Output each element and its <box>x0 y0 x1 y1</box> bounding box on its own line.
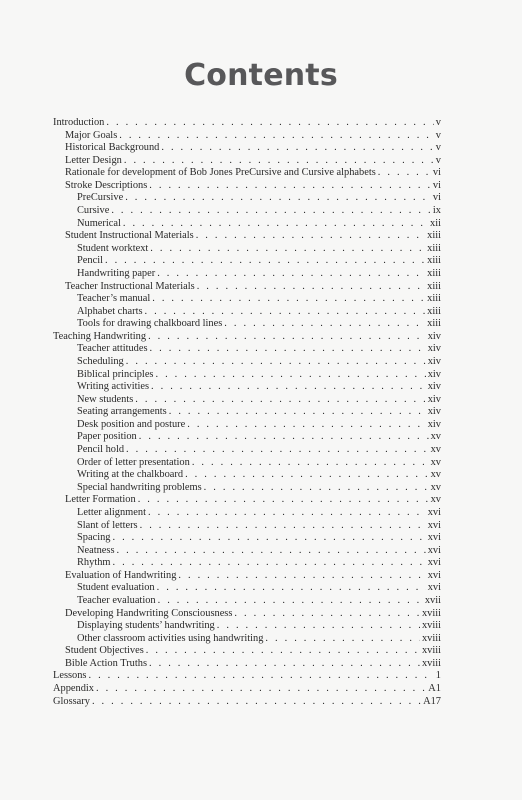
toc-entry-page: xv <box>430 494 441 506</box>
toc-entry-page: xii <box>430 217 441 229</box>
toc-entry <box>53 633 441 646</box>
toc-entry-title: Pencil <box>77 255 103 267</box>
dot-leader <box>161 142 433 155</box>
toc-entry-title: Teaching Handwriting <box>53 330 147 342</box>
toc-entry-page: xiv <box>427 368 441 380</box>
toc-entry-page: xvi <box>427 519 441 531</box>
page-title: Contents <box>184 58 338 93</box>
dot-leader <box>157 582 426 595</box>
toc-entry-page: v <box>435 142 441 154</box>
dot-leader <box>113 557 426 570</box>
toc-entry-page: v <box>435 129 441 141</box>
dot-leader <box>378 167 431 180</box>
dot-leader <box>178 570 425 583</box>
toc-entry-title: Teacher attitudes <box>77 343 148 355</box>
toc-entry-page: xiv <box>427 418 441 430</box>
toc-entry-page: xvi <box>427 532 441 544</box>
dot-leader <box>152 293 425 306</box>
toc-entry <box>53 230 441 243</box>
toc-entry-title: Letter Formation <box>65 494 136 506</box>
toc-entry <box>53 494 441 507</box>
dot-leader <box>126 356 426 369</box>
toc-entry-title: Writing at the chalkboard <box>77 469 184 481</box>
toc-entry-page: xiii <box>427 318 441 330</box>
toc-entry <box>53 608 441 621</box>
toc-entry-page: xv <box>430 444 441 456</box>
toc-entry-page: v <box>435 117 441 128</box>
toc-entry <box>53 696 441 709</box>
dot-leader <box>106 117 433 130</box>
toc-entry <box>53 255 441 268</box>
dot-leader <box>204 482 429 495</box>
toc-entry-title: Seating arrangements <box>77 406 167 418</box>
toc-entry <box>53 419 441 432</box>
toc-entry <box>53 645 441 658</box>
toc-entry <box>53 507 441 520</box>
toc-entry-page: xviii <box>421 657 441 669</box>
dot-leader <box>105 255 425 268</box>
toc-entry-title: Student Instructional Materials <box>65 230 194 242</box>
toc-entry-page: xiv <box>427 393 441 405</box>
toc-entry-title: Neatness <box>77 544 115 556</box>
toc-entry-page: xv <box>430 481 441 493</box>
dot-leader <box>123 218 428 231</box>
toc-entry-page: vi <box>432 167 441 179</box>
dot-leader <box>197 281 425 294</box>
dot-leader <box>88 670 433 683</box>
toc-entry-title: Letter Design <box>65 154 122 166</box>
toc-entry-title: Historical Background <box>65 142 160 154</box>
toc-entry-page: A17 <box>423 695 441 707</box>
toc-entry <box>53 381 441 394</box>
toc-entry-page: xviii <box>421 620 441 632</box>
toc-entry <box>53 457 441 470</box>
dot-leader <box>117 545 426 558</box>
toc-entry <box>53 532 441 545</box>
toc-entry <box>53 306 441 319</box>
toc-entry <box>53 520 441 533</box>
toc-entry <box>53 243 441 256</box>
toc-entry <box>53 670 441 683</box>
toc-entry-page: xiv <box>427 343 441 355</box>
toc-entry <box>53 683 441 696</box>
toc-entry-title: Introduction <box>53 117 105 128</box>
toc-entry-page: vi <box>432 179 441 191</box>
toc-entry-title: Scheduling <box>77 355 124 367</box>
toc-entry-title: Biblical principles <box>77 368 154 380</box>
toc-entry-page: xiii <box>427 280 441 292</box>
toc-entry <box>53 469 441 482</box>
toc-entry-title: Slant of letters <box>77 519 138 531</box>
toc-entry-title: Student worktext <box>77 242 149 254</box>
dot-leader <box>139 431 429 444</box>
toc-entry-title: Teacher Instructional Materials <box>65 280 195 292</box>
toc-entry-title: PreCursive <box>77 192 124 204</box>
toc-entry-title: Tools for drawing chalkboard lines <box>77 318 223 330</box>
toc-entry-title: Bible Action Truths <box>65 657 147 669</box>
dot-leader <box>149 180 431 193</box>
toc-entry-page: A1 <box>428 683 441 695</box>
dot-leader <box>148 331 426 344</box>
toc-entry <box>53 595 441 608</box>
toc-entry <box>53 155 441 168</box>
toc-entry-page: xiv <box>427 355 441 367</box>
toc-entry <box>53 180 441 193</box>
dot-leader <box>155 369 425 382</box>
toc-entry-title: Student evaluation <box>77 582 155 594</box>
toc-entry <box>53 167 441 180</box>
toc-entry-page: xiv <box>427 330 441 342</box>
dot-leader <box>158 595 423 608</box>
dot-leader <box>145 306 426 319</box>
toc-entry-page: xiii <box>427 242 441 254</box>
dot-leader <box>192 457 429 470</box>
toc-entry-title: Numerical <box>77 217 121 229</box>
toc-entry-page: xvi <box>427 569 441 581</box>
toc-entry-title: Developing Handwriting Consciousness <box>65 607 233 619</box>
toc-entry-page: xviii <box>421 607 441 619</box>
toc-entry-page: xiii <box>427 267 441 279</box>
toc-entry-title: Appendix <box>53 683 94 695</box>
toc-entry-page: xvi <box>427 506 441 518</box>
toc-entry-title: Handwriting paper <box>77 267 156 279</box>
dot-leader <box>126 444 429 457</box>
toc-entry <box>53 406 441 419</box>
dot-leader <box>135 394 425 407</box>
dot-leader <box>96 683 426 696</box>
dot-leader <box>234 608 420 621</box>
toc-entry-title: Pencil hold <box>77 444 125 456</box>
toc-entry <box>53 545 441 558</box>
toc-entry-page: xvi <box>427 557 441 569</box>
toc-entry-title: Lessons <box>53 670 87 682</box>
toc-entry <box>53 570 441 583</box>
toc-entry-page: 1 <box>435 670 441 682</box>
toc-entry-title: Major Goals <box>65 129 118 141</box>
toc-entry-title: Evaluation of Handwriting <box>65 569 177 581</box>
toc-entry-page: xv <box>430 469 441 481</box>
toc-entry-title: Cursive <box>77 205 110 217</box>
toc-entry <box>53 218 441 231</box>
toc-entry <box>53 620 441 633</box>
dot-leader <box>185 469 429 482</box>
dot-leader <box>119 130 434 143</box>
toc-entry-title: Teacher’s manual <box>77 293 151 305</box>
toc-entry-title: Other classroom activities using handwriting <box>77 632 264 644</box>
toc-entry <box>53 281 441 294</box>
toc-entry <box>53 658 441 671</box>
toc-entry-page: xiii <box>427 230 441 242</box>
dot-leader <box>92 696 421 709</box>
dot-leader <box>125 192 431 205</box>
toc-entry-page: xv <box>430 431 441 443</box>
toc-entry <box>53 369 441 382</box>
toc-entry <box>53 331 441 344</box>
dot-leader <box>124 155 434 168</box>
toc-entry-title: Displaying students’ handwriting <box>77 620 215 632</box>
toc-entry-page: vi <box>432 192 441 204</box>
dot-leader <box>217 620 420 633</box>
dot-leader <box>149 658 420 671</box>
dot-leader <box>146 645 420 658</box>
table-of-contents <box>53 117 441 708</box>
toc-entry <box>53 356 441 369</box>
toc-entry <box>53 444 441 457</box>
dot-leader <box>265 633 420 646</box>
toc-entry-title: Desk position and posture <box>77 418 186 430</box>
dot-leader <box>196 230 425 243</box>
toc-entry <box>53 482 441 495</box>
toc-entry-page: xviii <box>421 645 441 657</box>
toc-entry <box>53 268 441 281</box>
toc-entry <box>53 130 441 143</box>
toc-entry-title: Order of letter presentation <box>77 456 190 468</box>
toc-entry-title: Spacing <box>77 532 111 544</box>
toc-entry-page: xvi <box>427 582 441 594</box>
toc-entry <box>53 117 441 130</box>
toc-entry-title: Letter alignment <box>77 506 146 518</box>
toc-entry-page: xiii <box>427 293 441 305</box>
dot-leader <box>112 532 425 545</box>
toc-entry-page: xiii <box>427 305 441 317</box>
dot-leader <box>150 343 426 356</box>
toc-entry-title: Special handwriting problems <box>77 481 202 493</box>
dot-leader <box>224 318 425 331</box>
toc-entry <box>53 318 441 331</box>
toc-entry-page: xviii <box>421 632 441 644</box>
dot-leader <box>138 494 429 507</box>
toc-entry-title: New students <box>77 393 134 405</box>
toc-entry-page: xiii <box>427 255 441 267</box>
toc-entry-title: Teacher evaluation <box>77 594 156 606</box>
toc-entry <box>53 582 441 595</box>
toc-entry-title: Student Objectives <box>65 645 144 657</box>
toc-entry <box>53 205 441 218</box>
dot-leader <box>150 243 425 256</box>
toc-entry-title: Stroke Descriptions <box>65 179 148 191</box>
toc-entry <box>53 431 441 444</box>
dot-leader <box>111 205 431 218</box>
toc-entry <box>53 142 441 155</box>
toc-entry-title: Paper position <box>77 431 137 443</box>
toc-entry <box>53 557 441 570</box>
toc-entry-title: Rationale for development of Bob Jones PreCursive and Cursive alphabets <box>65 167 376 179</box>
dot-leader <box>151 381 426 394</box>
toc-entry-title: Rhythm <box>77 557 111 569</box>
toc-entry-title: Glossary <box>53 695 90 707</box>
toc-entry-page: xv <box>430 456 441 468</box>
toc-entry-title: Writing activities <box>77 381 150 393</box>
toc-entry <box>53 343 441 356</box>
dot-leader <box>169 406 426 419</box>
dot-leader <box>140 520 426 533</box>
toc-entry-page: xiv <box>427 381 441 393</box>
toc-entry <box>53 394 441 407</box>
toc-entry-page: xvi <box>427 544 441 556</box>
toc-entry-page: xiv <box>427 406 441 418</box>
toc-entry <box>53 293 441 306</box>
toc-entry <box>53 192 441 205</box>
toc-entry-page: ix <box>432 205 441 217</box>
dot-leader <box>157 268 425 281</box>
toc-entry-title: Alphabet charts <box>77 305 143 317</box>
toc-entry-page: v <box>435 154 441 166</box>
dot-leader <box>187 419 425 432</box>
dot-leader <box>148 507 426 520</box>
toc-entry-page: xvii <box>424 594 441 606</box>
